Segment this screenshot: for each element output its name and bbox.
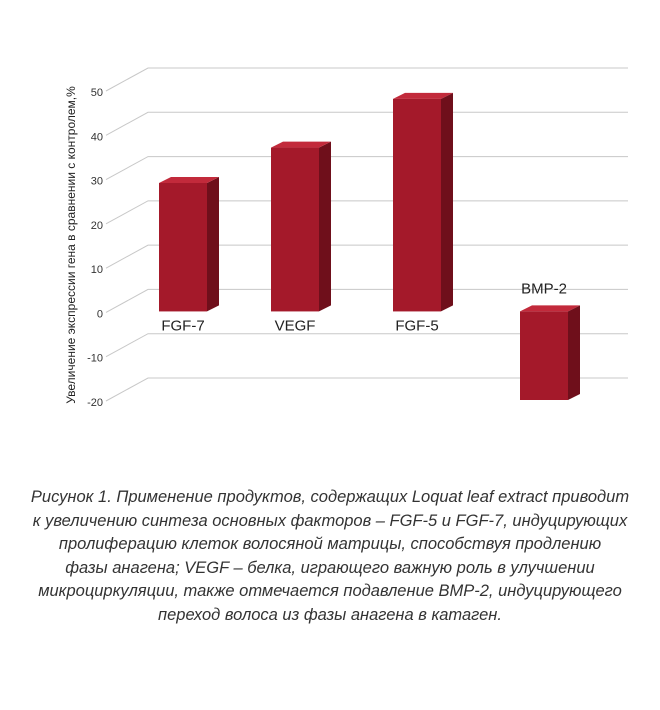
bar-front [520,311,568,400]
caption-line: пролиферацию клеток волосяной матрицы, способствуя продлению [58,535,602,553]
caption-line: переход волоса из фазы анагена в катаген. [158,605,502,624]
figure-caption [30,486,630,627]
bar-side [207,177,219,311]
bar-front [393,99,441,312]
bars [159,93,580,400]
caption-line: микроциркуляции, также отмечается подавление BMP-2, индуцирующего [38,582,622,600]
y-tick-label: 0 [96,308,103,321]
caption-line: фазы анагена; VEGF – белка, играющего важную роль в улучшении [65,558,595,577]
bar [520,305,580,400]
category-label: FGF-5 [395,317,439,335]
bar-side [319,142,331,312]
y-axis-ticks [87,87,103,409]
bar-side [441,93,453,312]
y-tick-label: -10 [87,352,103,365]
bar-front [271,148,319,312]
bar [271,142,331,312]
gridline [106,68,628,91]
category-label: BMP-2 [521,280,567,298]
bar-side [568,305,580,400]
y-axis-title: Увеличение экспрессии гена в сравнении с контролем,% [64,86,78,404]
bar [159,177,219,311]
caption-line: к увеличению синтеза основных факторов – FGF-5 и FGF-7, индуцирующих [32,511,628,530]
y-tick-label: 10 [90,264,103,277]
y-tick-label: 40 [90,131,103,144]
caption-line: Рисунок 1. Применение продуктов, содержащих Loquat leaf extract приводит [30,488,630,506]
category-labels [161,280,567,334]
y-tick-label: 30 [90,175,103,188]
category-label: VEGF [274,317,316,335]
gridline [106,112,628,135]
y-tick-label: 20 [90,219,103,232]
bar-front [159,183,207,311]
bar [393,93,453,312]
y-tick-label: 50 [90,87,103,99]
gridline [106,157,628,180]
category-label: FGF-7 [161,317,205,335]
y-tick-label: -20 [87,397,103,409]
